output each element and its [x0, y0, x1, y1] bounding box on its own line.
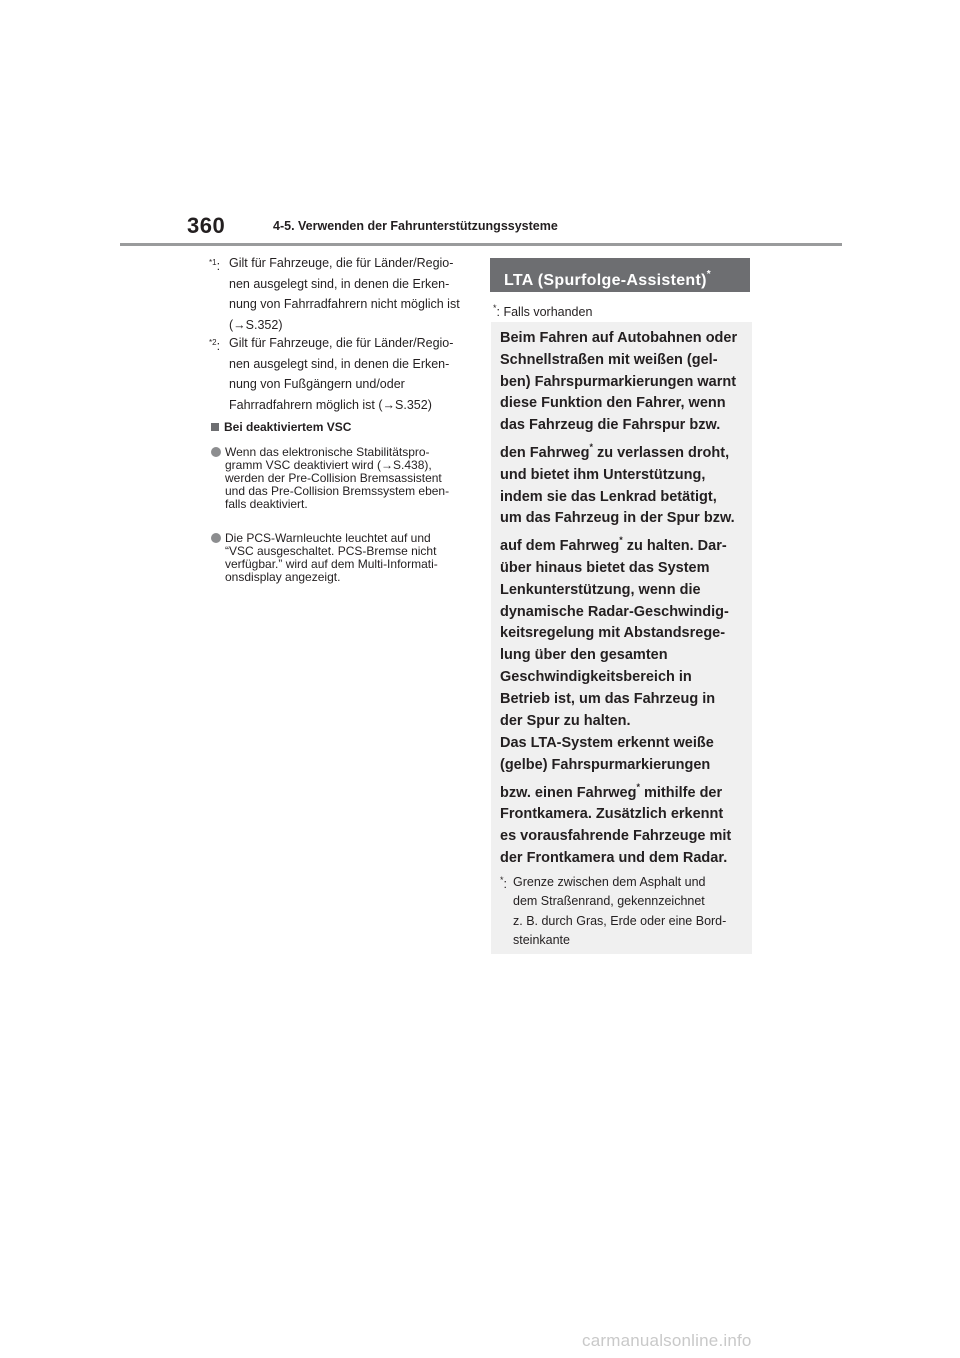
header-divider	[120, 243, 842, 246]
section-title: 4-5. Verwenden der Fahrunterstützungssysteme	[273, 219, 558, 233]
footnote-1-line: nung von Fahrradfahrern nicht möglich ist	[229, 297, 460, 311]
bullet-line: gramm VSC deaktiviert wird (→S.438),	[225, 458, 432, 472]
footnote-1-line: (→S.352)	[229, 317, 283, 332]
roadway-footnote: *: Grenze zwischen dem Asphalt und dem Straßenrand, gekennzeichnet z. B. durch Gras, Erde oder eine Bord- steinkante	[500, 873, 748, 950]
square-bullet-icon	[211, 423, 219, 431]
bullet-line: falls deaktiviert.	[225, 497, 308, 511]
footnote-2-line: nen ausgelegt sind, in denen die Erken-	[229, 356, 450, 371]
bullet-item	[211, 532, 466, 584]
vsc-subheading	[211, 420, 351, 434]
availability-footnote: *: Falls vorhanden	[493, 303, 593, 319]
bullet-line: Wenn das elektronische Stabilitätspro-	[225, 445, 430, 459]
bullet-line: werden der Pre-Collision Bremsassistent	[225, 471, 442, 485]
roadway-footnote-marker: *:	[500, 875, 507, 891]
footnote-2-marker: $^{*2}$:	[209, 338, 221, 353]
footnote-2	[209, 333, 474, 415]
footnote-2-line: Fahrradfahrern möglich ist (→S.352)	[229, 397, 432, 412]
footnote-2-line: Gilt für Fahrzeuge, die für Länder/Regio-	[229, 336, 454, 350]
bullet-line: und das Pre-Collision Bremssystem eben-	[225, 484, 450, 498]
watermark: carmanualsonline.info	[582, 1331, 752, 1350]
vsc-subheading-text: Bei deaktiviertem VSC	[224, 420, 352, 434]
bullet-line: “VSC ausgeschaltet. PCS-Bremse nicht	[225, 544, 437, 558]
bullet-item	[211, 446, 466, 511]
footnote-2-line: nung von Fußgängern und/oder	[229, 377, 405, 391]
footnote-1-line: Gilt für Fahrzeuge, die für Länder/Regio-	[229, 256, 454, 270]
circle-bullet-icon	[211, 447, 221, 457]
lta-paragraph-2: Das LTA-System erkennt weiße (gelbe) Fahrspurmarkierungen bzw. einen Fahrweg* mithilfe der Frontkamera. Zusätzlich erkennt es vorausfahrende Fahrzeuge mit der Frontkamera und dem Radar.	[500, 735, 732, 866]
bullet-line: onsdisplay angezeigt.	[225, 570, 341, 584]
lta-info-box	[491, 322, 752, 954]
lta-section-title: LTA (Spurfolge-Assistent)	[504, 272, 707, 289]
footnote-1-line: nen ausgelegt sind, in denen die Erken-	[229, 276, 450, 291]
lta-section-header	[490, 258, 750, 292]
page-number: 360	[187, 213, 226, 238]
bullet-line: verfügbar.” wird auf dem Multi-Informati-	[225, 557, 438, 571]
footnote-1-marker: $^{*1}$:	[209, 258, 221, 273]
footnote-1	[209, 253, 474, 335]
lta-title-marker: *	[706, 269, 711, 280]
bullet-line: Die PCS-Warnleuchte leuchtet auf und	[225, 531, 431, 545]
circle-bullet-icon	[211, 533, 221, 543]
lta-paragraph-1: Beim Fahren auf Autobahnen oder Schnellstraßen mit weißen (gel- ben) Fahrspurmarkierungen warnt diese Funktion den Fahrer, wenn das Fahrzeug die Fahrspur bzw. den Fahrweg* zu verlassen droht, und bietet ihm Unterstützung, indem sie das Lenkrad betätigt, um das Fahrzeug in der Spur bzw. auf dem Fahrweg* zu halten. Dar- über hinaus bietet das System Lenkunterstützung, wenn die dynamische Radar-Geschwindig- keitsregelung mit Abstandsrege- lung über den gesamten Geschwindigkeitsbereich in Betrieb ist, um das Fahrzeug in der Spur zu halten.	[500, 330, 738, 729]
